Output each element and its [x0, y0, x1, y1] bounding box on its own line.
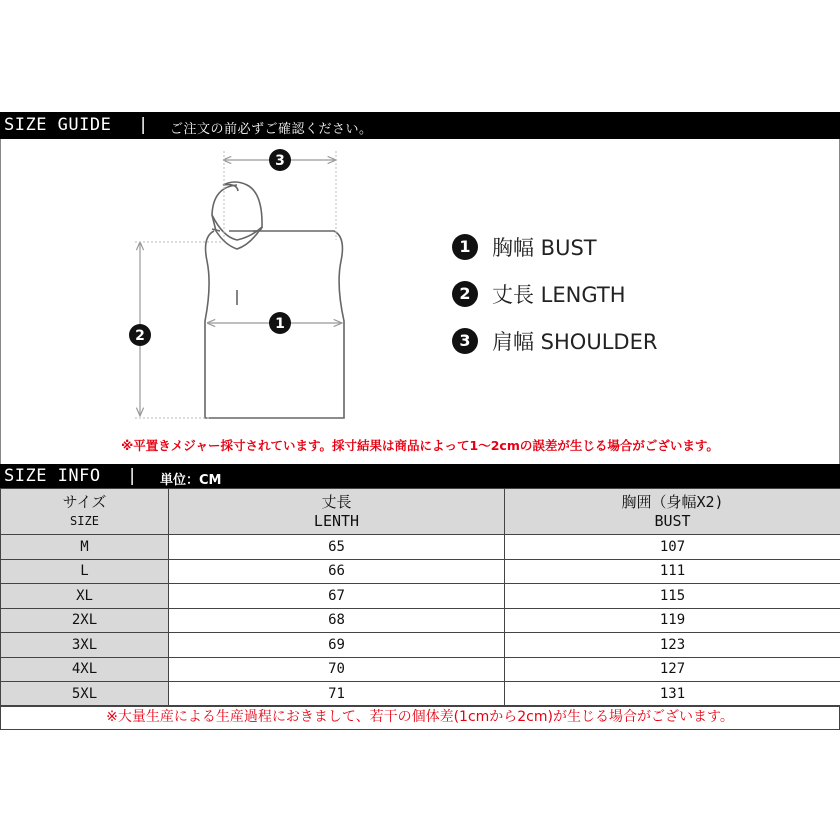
- marker-3-label: 3: [275, 153, 285, 169]
- cell-length: 68: [169, 608, 505, 633]
- cell-length: 66: [169, 559, 505, 584]
- table-header-row: [1, 489, 840, 535]
- measurement-legend: [452, 223, 657, 364]
- legend-label-shoulder: 肩幅 SHOULDER: [492, 329, 658, 354]
- cell-bust: 111: [505, 559, 840, 584]
- header-separator: |: [138, 115, 149, 135]
- cell-length: 70: [169, 657, 505, 682]
- cell-size: 5XL: [1, 682, 169, 707]
- size-guide-subtitle: ご注文の前必ずご確認ください。: [170, 122, 373, 137]
- unit-label: 単位：CM: [160, 473, 222, 488]
- cell-length: 69: [169, 633, 505, 658]
- cell-size: M: [1, 535, 169, 560]
- garment-outline: [205, 182, 344, 418]
- marker-1-label: 1: [275, 316, 285, 332]
- production-variance-note: ※大量生産による生産過程におきまして、若干の個体差(1cmから2cm)が生じる場合がございます。: [0, 705, 840, 730]
- size-info-title: SIZE INFO: [4, 466, 101, 486]
- header-size: サイズ SIZE: [1, 489, 169, 535]
- legend-item-length: [452, 270, 657, 317]
- table-row: [1, 608, 840, 633]
- cell-bust: 119: [505, 608, 840, 633]
- hooded-vest-diagram: [120, 145, 350, 430]
- cell-bust: 123: [505, 633, 840, 658]
- table-row: [1, 559, 840, 584]
- cell-bust: 127: [505, 657, 840, 682]
- cell-bust: 115: [505, 584, 840, 609]
- table-row: [1, 584, 840, 609]
- cell-size: 2XL: [1, 608, 169, 633]
- marker-2-label: 2: [135, 328, 145, 344]
- legend-item-shoulder: [452, 317, 657, 364]
- table-row: [1, 682, 840, 707]
- legend-label-length: 丈長 LENGTH: [492, 282, 626, 307]
- cell-bust: 131: [505, 682, 840, 707]
- table-row: [1, 633, 840, 658]
- size-info-header: [0, 464, 840, 488]
- header-separator: |: [127, 466, 138, 486]
- size-guide-header: [0, 112, 840, 139]
- legend-item-bust: [452, 223, 657, 270]
- header-length: 丈長 LENTH: [169, 489, 505, 535]
- cell-size: L: [1, 559, 169, 584]
- cell-size: 4XL: [1, 657, 169, 682]
- header-bust: 胸囲（身幅X2) BUST: [505, 489, 840, 535]
- measurement-note: ※平置きメジャー採寸されています。採寸結果は商品によって1～2cmの誤差が生じる場合がございます。: [121, 438, 719, 453]
- size-guide-title: SIZE GUIDE: [4, 115, 112, 135]
- cell-length: 65: [169, 535, 505, 560]
- cell-length: 71: [169, 682, 505, 707]
- cell-bust: 107: [505, 535, 840, 560]
- legend-number-2: 2: [452, 281, 478, 307]
- cell-length: 67: [169, 584, 505, 609]
- table-row: [1, 535, 840, 560]
- legend-number-3: 3: [452, 328, 478, 354]
- legend-label-bust: 胸幅 BUST: [492, 235, 597, 260]
- cell-size: 3XL: [1, 633, 169, 658]
- cell-size: XL: [1, 584, 169, 609]
- legend-number-1: 1: [452, 234, 478, 260]
- table-row: [1, 657, 840, 682]
- size-table: [0, 488, 840, 707]
